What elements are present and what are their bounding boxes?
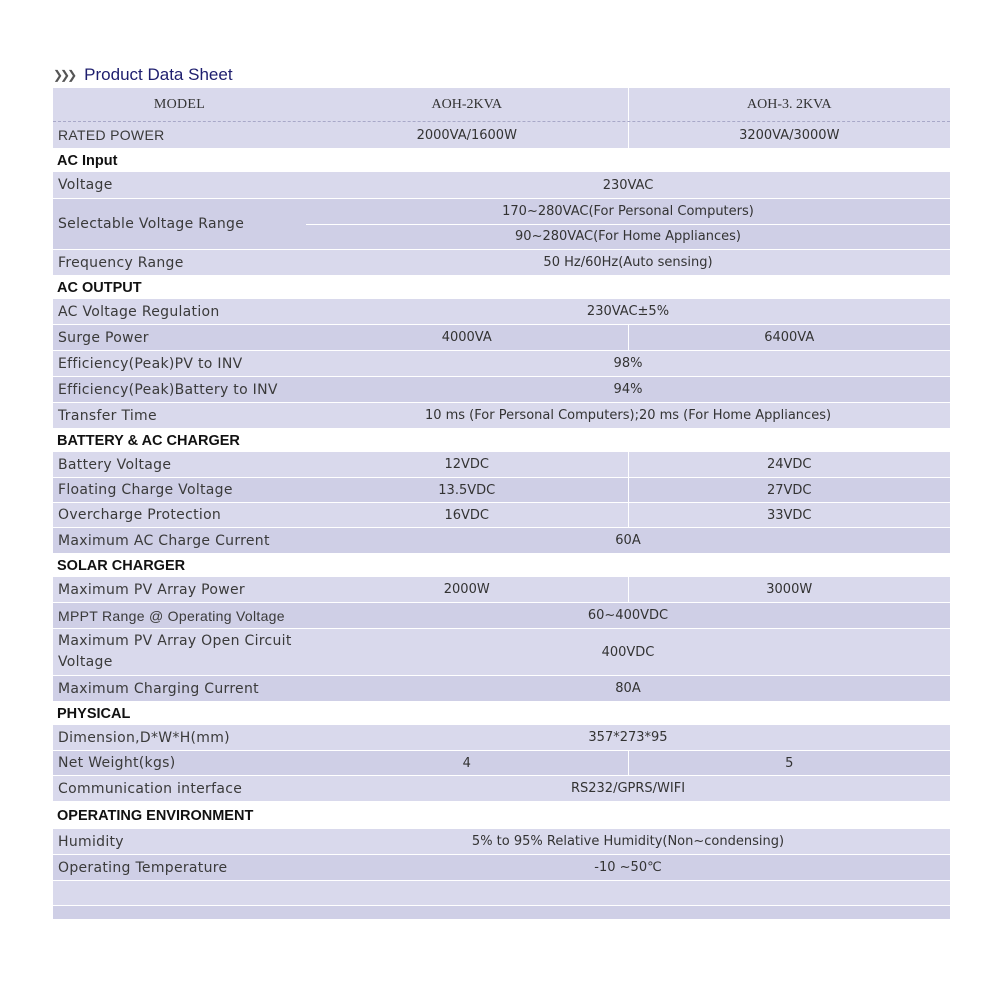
blank-row-1	[53, 881, 950, 906]
pv-power-b: 3000W	[628, 577, 951, 602]
mppt-value: 60~400VDC	[587, 608, 669, 623]
sheet-title-text: Product Data Sheet	[84, 65, 233, 84]
section-solar: SOLAR CHARGER	[53, 554, 950, 577]
dimension-label: Dimension,D*W*H(mm)	[58, 729, 230, 746]
section-physical: PHYSICAL	[53, 702, 950, 725]
floating-a: 13.5VDC	[438, 482, 496, 498]
section-ac-input: AC Input	[53, 149, 950, 172]
mppt-label: MPPT Range @ Operating Voltage	[58, 607, 285, 624]
temperature-row	[53, 855, 950, 881]
rated-power-a: 2000VA/1600W	[416, 127, 517, 143]
max-ac-value: 60A	[615, 533, 641, 548]
section-environment: OPERATING ENVIRONMENT	[53, 802, 950, 829]
eff-pv-value: 98%	[613, 356, 643, 371]
max-current-label: Maximum Charging Current	[58, 680, 259, 697]
comm-value: RS232/GPRS/WIFI	[570, 781, 686, 796]
eff-battery-label: Efficiency(Peak)Battery to INV	[58, 381, 278, 398]
overcharge-b: 33VDC	[628, 503, 951, 527]
rated-power-b: 3200VA/3000W	[628, 122, 951, 148]
floating-label: Floating Charge Voltage	[58, 482, 233, 498]
product-data-sheet	[53, 62, 950, 920]
regulation-row	[53, 299, 950, 325]
section-battery: BATTERY & AC CHARGER	[53, 429, 950, 452]
voltage-row	[53, 172, 950, 199]
regulation-value: 230VAC±5%	[586, 304, 670, 319]
eff-battery-row	[53, 377, 950, 403]
floating-row	[53, 478, 950, 503]
surge-label: Surge Power	[58, 329, 149, 346]
chevrons-icon: ❯❯❯	[53, 68, 75, 82]
model-label: MODEL	[153, 96, 206, 112]
eff-battery-value: 94%	[613, 382, 643, 397]
max-ac-label: Maximum AC Charge Current	[58, 532, 270, 549]
weight-row	[53, 751, 950, 776]
rated-power-row	[53, 122, 950, 149]
open-circuit-label: Maximum PV Array Open Circuit Voltage	[58, 633, 292, 670]
temperature-label: Operating Temperature	[58, 859, 228, 876]
sheet-title	[53, 62, 950, 88]
weight-label: Net Weight(kgs)	[58, 755, 176, 771]
eff-pv-row	[53, 351, 950, 377]
blank-row-2	[53, 906, 950, 920]
frequency-label: Frequency Range	[58, 254, 184, 271]
overcharge-a: 16VDC	[444, 507, 490, 523]
open-circuit-value: 400VDC	[601, 644, 655, 660]
humidity-label: Humidity	[58, 833, 124, 850]
open-circuit-row	[53, 629, 950, 676]
comm-row	[53, 776, 950, 802]
pv-power-label: Maximum PV Array Power	[58, 581, 245, 598]
humidity-value: 5% to 95% Relative Humidity(Non~condensing)	[471, 834, 785, 849]
surge-a: 4000VA	[441, 330, 492, 345]
regulation-label: AC Voltage Regulation	[58, 303, 220, 320]
voltage-label: Voltage	[58, 177, 113, 193]
dimension-row	[53, 725, 950, 751]
frequency-value: 50 Hz/60Hz(Auto sensing)	[543, 255, 713, 270]
voltage-range-label: Selectable Voltage Range	[58, 216, 245, 232]
model-a: AOH-2KVA	[431, 96, 503, 112]
mppt-row	[53, 603, 950, 629]
battery-voltage-a: 12VDC	[444, 457, 490, 472]
transfer-value: 10 ms (For Personal Computers);20 ms (For Home Appliances)	[424, 408, 832, 423]
section-ac-output: AC OUTPUT	[53, 276, 950, 299]
weight-b: 5	[628, 751, 951, 775]
pv-power-row	[53, 577, 950, 603]
surge-b: 6400VA	[628, 325, 951, 350]
eff-pv-label: Efficiency(Peak)PV to INV	[58, 355, 243, 372]
transfer-label: Transfer Time	[58, 407, 157, 424]
model-b: AOH-3. 2KVA	[628, 88, 951, 121]
transfer-row	[53, 403, 950, 429]
overcharge-label: Overcharge Protection	[58, 507, 222, 523]
max-current-row	[53, 676, 950, 702]
voltage-value: 230VAC	[602, 177, 654, 193]
surge-row	[53, 325, 950, 351]
humidity-row	[53, 829, 950, 855]
pv-power-a: 2000W	[443, 582, 490, 597]
comm-label: Communication interface	[58, 780, 243, 797]
max-current-value: 80A	[615, 681, 641, 696]
voltage-range-value-1: 170~280VAC(For Personal Computers)	[502, 203, 754, 219]
battery-voltage-label: Battery Voltage	[58, 456, 172, 473]
dimension-value: 357*273*95	[588, 730, 668, 745]
battery-voltage-b: 24VDC	[628, 452, 951, 477]
frequency-row	[53, 250, 950, 276]
rated-power-label: RATED POWER	[58, 127, 165, 143]
model-row	[53, 88, 950, 122]
weight-a: 4	[462, 755, 471, 771]
voltage-range-row	[53, 199, 950, 250]
max-ac-row	[53, 528, 950, 554]
temperature-value: -10 ~50℃	[594, 860, 662, 875]
floating-b: 27VDC	[628, 478, 951, 502]
battery-voltage-row	[53, 452, 950, 478]
overcharge-row	[53, 503, 950, 528]
voltage-range-value-2: 90~280VAC(For Home Appliances)	[306, 224, 950, 250]
